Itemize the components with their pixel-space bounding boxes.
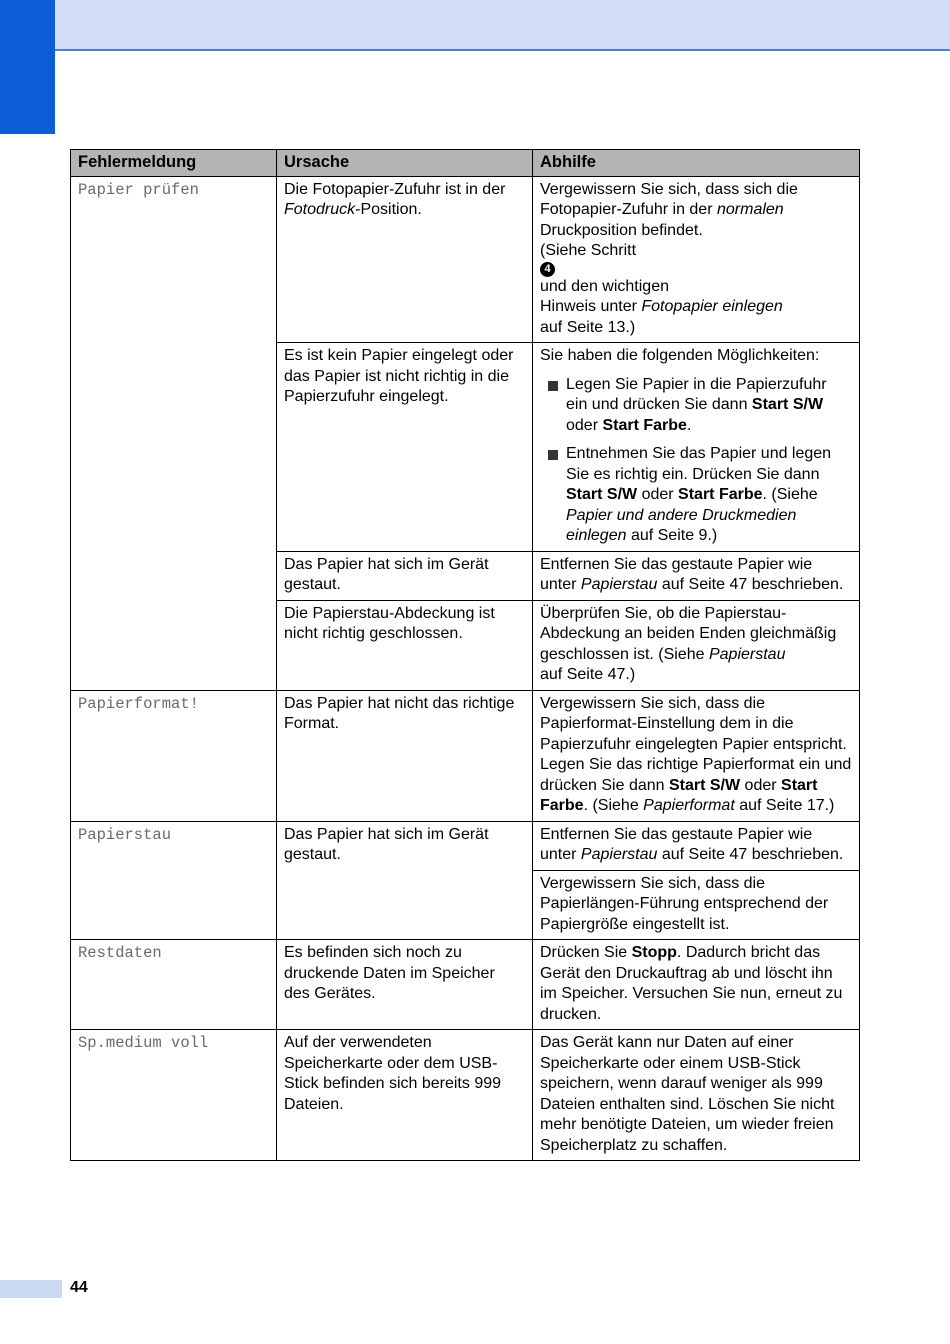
header-ursache: Ursache [277, 150, 533, 177]
step-number-icon: 4 [540, 262, 555, 277]
list-item: Legen Sie Papier in die Papierzufuhr ein und drücken Sie dann Start S/W oder Start Farbe. [540, 375, 852, 437]
table-row [71, 940, 860, 1030]
list-item: Entnehmen Sie das Papier und legen Sie es richtig ein. Drücken Sie dann Start S/W oder Start Farbe. (Siehe Papier und andere Druckmedien einlegen auf Seite 9.) [540, 444, 852, 547]
error-code: Papier prüfen [71, 176, 277, 690]
cause-cell: Die Papierstau-Abdeckung ist nicht richtig geschlossen. [277, 600, 533, 690]
table-row [71, 821, 860, 870]
error-code: Sp.medium voll [71, 1030, 277, 1161]
cause-cell: Auf der verwendeten Speicherkarte oder dem USB-Stick befinden sich bereits 999 Dateien. [277, 1030, 533, 1161]
table-row [71, 690, 860, 821]
cause-cell: Es befinden sich noch zu druckende Daten im Speicher des Gerätes. [277, 940, 533, 1030]
cause-cell: Das Papier hat sich im Gerät gestaut. [277, 551, 533, 600]
remedy-cell: Überprüfen Sie, ob die Papierstau-Abdeckung an beiden Enden gleichmäßig geschlossen ist. (Siehe Papierstau auf Seite 47.) [533, 600, 860, 690]
table-header-row [71, 150, 860, 177]
error-message-table [70, 149, 860, 1161]
remedy-cell: Entfernen Sie das gestaute Papier wie unter Papierstau auf Seite 47 beschrieben. [533, 551, 860, 600]
header-band [0, 0, 950, 51]
table-row [71, 1030, 860, 1161]
table-row [71, 176, 860, 343]
error-code: Restdaten [71, 940, 277, 1030]
page-number: 44 [70, 1279, 88, 1296]
error-code: Papierformat! [71, 690, 277, 821]
remedy-cell: Vergewissern Sie sich, dass die Papierlängen-Führung entsprechend der Papiergröße eingestellt ist. [533, 870, 860, 940]
header-fehlermeldung: Fehlermeldung [71, 150, 277, 177]
chapter-tab [0, 0, 55, 134]
remedy-cell: Entfernen Sie das gestaute Papier wie unter Papierstau auf Seite 47 beschrieben. [533, 821, 860, 870]
remedy-cell: Das Gerät kann nur Daten auf einer Speicherkarte oder einem USB-Stick speichern, wenn darauf weniger als 999 Dateien enthalten sind. Löschen Sie nicht mehr benötigte Dateien, um wieder freien Speicherplatz zu schaffen. [533, 1030, 860, 1161]
header-abhilfe: Abhilfe [533, 150, 860, 177]
remedy-cell: Sie haben die folgenden Möglichkeiten: Legen Sie Papier in die Papierzufuhr ein und drücken Sie dann Start S/W oder Start Farbe. Entnehmen Sie das Papier und legen Sie es richtig ein. Drücken Sie dann Start S/W oder Start Farbe. (Siehe Papier und andere Druckmedien einlegen auf Seite 9.) [533, 343, 860, 552]
remedy-cell: Drücken Sie Stopp. Dadurch bricht das Gerät den Druckauftrag ab und löscht ihn im Speicher. Versuchen Sie nun, erneut zu drucken. [533, 940, 860, 1030]
cause-cell: Das Papier hat nicht das richtige Format. [277, 690, 533, 821]
remedy-cell: Vergewissern Sie sich, dass die Papierformat-Einstellung dem in die Papierzufuhr eingelegten Papier entspricht. Legen Sie das richtige Papierformat ein und drücken Sie dann Start S/W oder Start Farbe. (Siehe Papierformat auf Seite 17.) [533, 690, 860, 821]
footer-band [0, 1280, 62, 1298]
cause-cell: Das Papier hat sich im Gerät gestaut. [277, 821, 533, 940]
cause-cell: Es ist kein Papier eingelegt oder das Papier ist nicht richtig in die Papierzufuhr eingelegt. [277, 343, 533, 552]
cause-cell: Die Fotopapier-Zufuhr ist in der Fotodruck-Position. [277, 176, 533, 343]
error-code: Papierstau [71, 821, 277, 940]
remedy-cell: Vergewissern Sie sich, dass sich die Fotopapier-Zufuhr in der normalen Druckposition befindet. (Siehe Schritt 4 und den wichtigen Hinweis unter Fotopapier einlegen auf Seite 13.) [533, 176, 860, 343]
